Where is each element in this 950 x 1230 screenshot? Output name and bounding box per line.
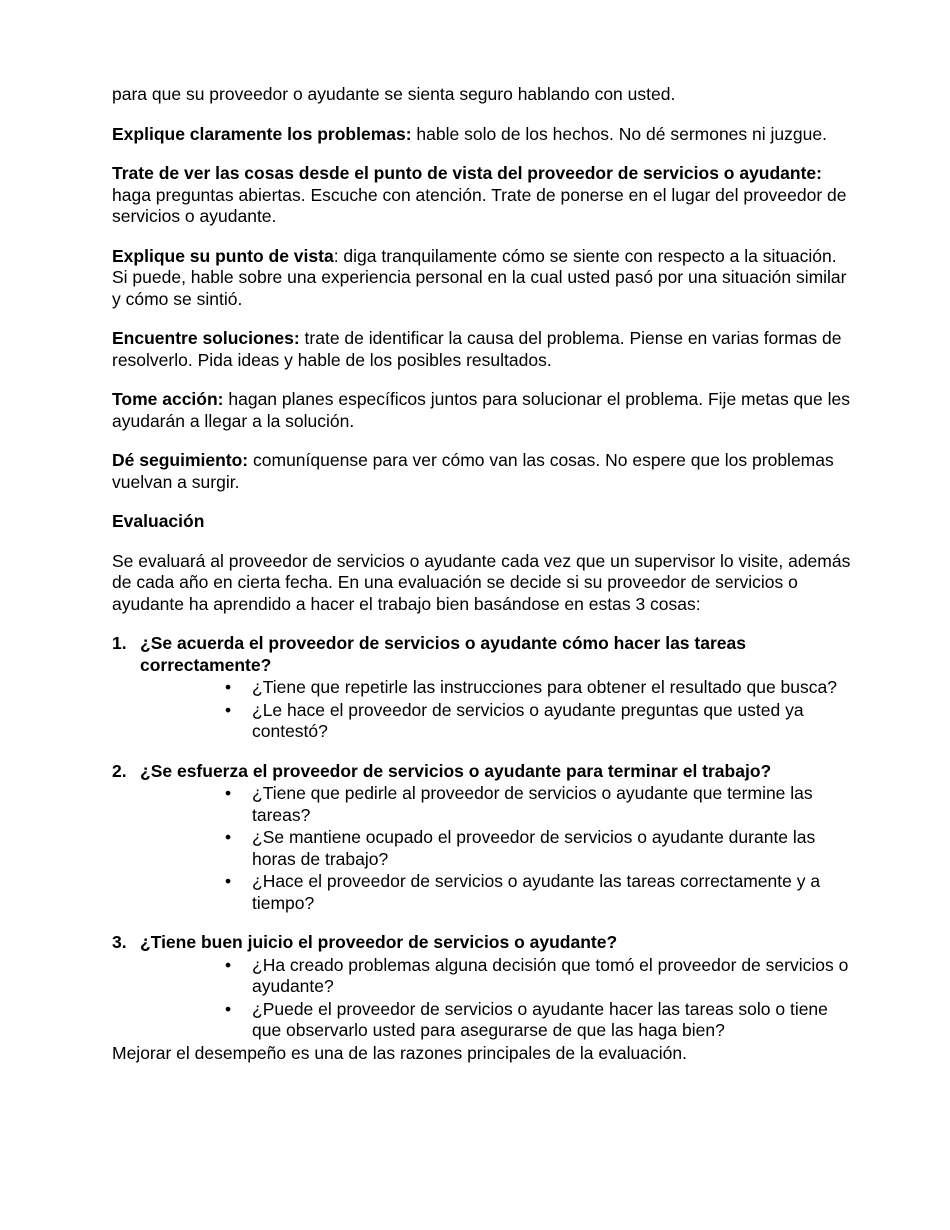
item-number: 1. [112,633,127,653]
bullet-item [224,955,852,998]
tip-term: Tome acción: [112,389,224,409]
tip-text: hable solo de los hechos. No dé sermones ni juzgue. [411,123,827,144]
tip-paragraph [112,328,852,371]
tip-paragraph [112,163,852,228]
bullet-item [224,700,852,743]
question-text: ¿Se acuerda el proveedor de servicios o ayudante cómo hacer las tareas correctamente? [140,633,746,675]
bullet-glyph: • [225,677,232,697]
bullet-item [224,871,852,914]
question-text: ¿Se esfuerza el proveedor de servicios o ayudante para terminar el trabajo? [140,760,772,781]
tip-term: Explique su punto de vista [112,245,334,266]
evaluation-heading: Evaluación [112,511,205,531]
tip-term: Encuentre soluciones: [112,328,300,348]
bullet-glyph: • [225,871,232,891]
tip-paragraph [112,450,852,493]
bullet-item [224,999,852,1042]
bullet-glyph: • [225,699,232,720]
tip-paragraph [112,389,852,432]
bullet-list [112,677,852,743]
tip-text: hagan planes específicos juntos para solucionar el problema. Fije metas que les ayudarán a llegar a la solución. [112,389,850,431]
numbered-question [112,761,852,783]
closing-sentence: Mejorar el desempeño es una de las razones principales de la evaluación. [112,1042,687,1063]
tip-paragraph [112,124,852,146]
bullet-text: ¿Tiene que pedirle al proveedor de servicios o ayudante que termine las tareas? [252,783,813,825]
tip-term: Explique claramente los problemas: [112,123,412,144]
bullet-glyph: • [225,954,232,975]
bullet-item [224,783,852,826]
numbered-item [112,932,852,1042]
evaluation-paragraph: Se evaluará al proveedor de servicios o ayudante cada vez que un supervisor lo visite, además de cada año en cierta fecha. En una evaluación se decide si su proveedor de servicios o ayudante ha aprendido a hacer el trabajo bien basándose en estas 3 cosas: [112,550,851,614]
tip-term: Trate de ver las cosas desde el punto de vista del proveedor de servicios o ayudante: [112,163,822,183]
bullet-text: ¿Se mantiene ocupado el proveedor de servicios o ayudante durante las horas de trabajo? [252,827,816,869]
bullet-item [224,827,852,870]
intro-paragraph: para que su proveedor o ayudante se sienta seguro hablando con usted. [112,84,676,104]
numbered-question [112,932,852,954]
tip-text: comuníquense para ver cómo van las cosas. No espere que los problemas vuelvan a surgir. [112,450,834,492]
bullet-text: ¿Tiene que repetirle las instrucciones para obtener el resultado que busca? [252,677,837,697]
numbered-item [112,633,852,743]
question-text: ¿Tiene buen juicio el proveedor de servicios o ayudante? [140,932,618,952]
bullet-item [224,677,852,699]
item-number: 2. [112,760,127,781]
numbered-question [112,633,852,676]
bullet-text: ¿Ha creado problemas alguna decisión que tomó el proveedor de servicios o ayudante? [252,954,849,996]
bullet-glyph: • [225,827,232,847]
item-number: 3. [112,932,127,952]
tip-text: haga preguntas abiertas. Escuche con atención. Trate de ponerse en el lugar del proveedor de servicios o ayudante. [112,184,847,226]
tip-text: : diga tranquilamente cómo se siente con respecto a la situación. Si puede, hable sobre una experiencia personal en la cual usted pasó por una situación similar y cómo se sintió. [112,245,847,309]
bullet-text: ¿Le hace el proveedor de servicios o ayudante preguntas que usted ya contestó? [252,699,804,741]
tip-text: trate de identificar la causa del problema. Piense en varias formas de resolverlo. Pida ideas y hable de los posibles resultados. [112,328,842,370]
document-page [112,84,852,1064]
tip-term: Dé seguimiento: [112,450,249,470]
bullet-list [112,783,852,914]
bullet-text: ¿Hace el proveedor de servicios o ayudante las tareas correctamente y a tiempo? [252,871,821,913]
bullet-text: ¿Puede el proveedor de servicios o ayudante hacer las tareas solo o tiene que observarlo usted para asegurarse de que las haga bien? [252,998,828,1040]
bullet-list [112,955,852,1042]
tip-paragraph [112,246,852,311]
bullet-glyph: • [225,783,232,803]
bullet-glyph: • [225,998,232,1019]
numbered-item [112,761,852,915]
